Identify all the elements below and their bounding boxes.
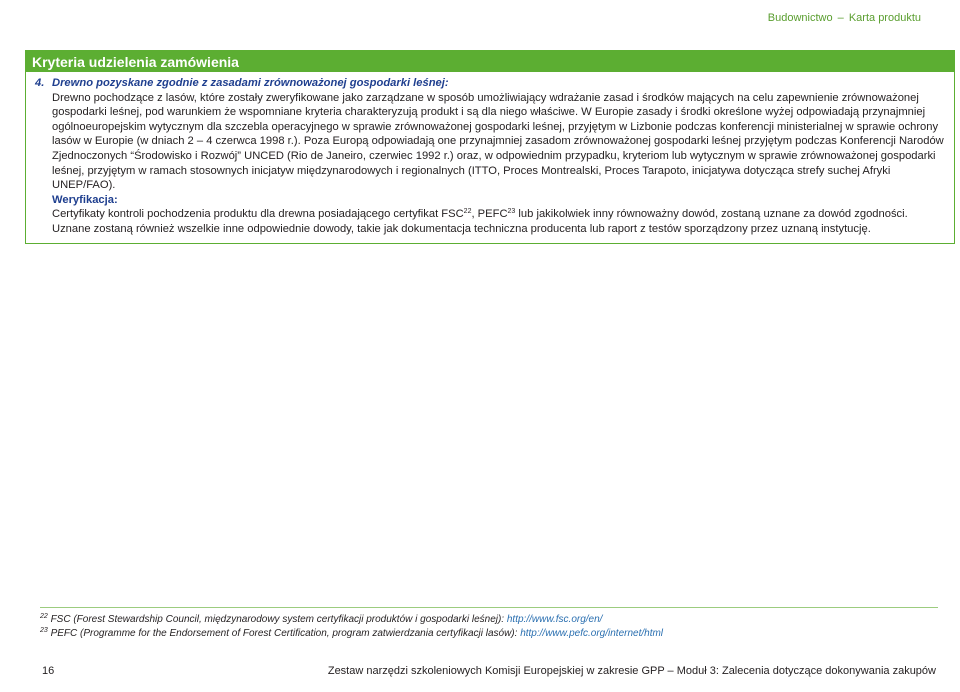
header-section: Budownictwo xyxy=(767,12,833,24)
running-header xyxy=(768,12,921,24)
footnote-link-pefc[interactable]: http://www.pefc.org/internet/html xyxy=(520,628,664,639)
header-separator: – xyxy=(837,12,844,24)
footnotes xyxy=(40,613,940,641)
item-heading: Drewno pozyskane zgodnie z zasadami zrównoważonej gospodarki leśnej: xyxy=(52,77,449,89)
footnote-link-fsc[interactable]: http://www.fsc.org/en/ xyxy=(506,614,603,625)
page-number: 16 xyxy=(42,665,55,677)
criteria-box xyxy=(25,50,955,244)
footnote-divider xyxy=(40,607,938,608)
footnote-ref-23[interactable]: 23 xyxy=(507,208,516,216)
footnote-number: 22 xyxy=(40,613,48,620)
criteria-title: Kryteria udzielenia zamówienia xyxy=(26,50,954,72)
header-subsection: Karta produktu xyxy=(848,12,921,24)
verification-text-3: lub jakikolwiek inny równoważny dowód, zostaną uznane za dowód zgodności. Uznane zostaną również wszelkie inne odpowiednie dowody, takie jak dokumentacja techniczna producenta lub raport z testów sporządzony przez uznaną instytucję. xyxy=(52,208,908,235)
verification-label: Weryfikacja: xyxy=(52,193,118,206)
verification-text-1: Certyfikaty kontroli pochodzenia produktu dla drewna posiadającego certyfikat FSC xyxy=(52,208,464,221)
footnote-text: FSC (Forest Stewardship Council, międzynarodowy system certyfikacji produktów i gospodarki leśnej): xyxy=(47,614,507,625)
footnote-ref-22[interactable]: 22 xyxy=(463,208,472,216)
item-number: 4. xyxy=(35,77,45,89)
item-paragraph: Drewno pochodzące z lasów, które zostały zweryfikowane jako zarządzane w sposób umożliwiający wdrażanie zasad i środków mających na celu zapewnienie zrównoważonej gospodarki leśnej, pod warunkiem że wspomniane kryteria charakteryzują produkt i są dla niego właściwe. W Europie zasady i środki określone wyżej odpowiadają przynajmniej ogólnoeuropejskim wytycznym dla szczebla operacyjnego w sprawie zrównoważonej gospodarki leśnej, przyjętym w Lizbonie podczas konferencji ministerialnej w sprawie ochrony lasów w Europie (w dniach 2 – 4 czerwca 1998 r.). Poza Europą odpowiadają one przynajmniej zasadom zrównoważonej gospodarki leśnej przyjętym podczas Konferencji Narodów Zjednoczonych “Środowisko i Rozwój” UNCED (Rio de Janeiro, czerwiec 1992 r.) oraz, w odpowiednim przypadku, kryteriom lub wytycznym w sprawie zrównoważonej gospodarki leśnej, przyjętym w ramach stosownych inicjatyw międzynarodowych i regionalnych (ITTO, Proces Montrealski, Proces Tarapoto, inicjatywa dotycząca strefy suchej Afryki UNEP/FAO). xyxy=(52,91,944,192)
footnote-text: PEFC (Programme for the Endorsement of Forest Certification, program zatwierdzania certyfikacji lasów): xyxy=(47,628,521,639)
verification-text-2: , PEFC xyxy=(471,208,508,221)
verification-paragraph xyxy=(52,207,948,236)
footnote-item xyxy=(40,613,940,627)
footnote-item xyxy=(40,627,940,641)
footnote-number: 23 xyxy=(40,627,48,634)
criteria-body xyxy=(26,72,954,243)
footer-text: Zestaw narzędzi szkoleniowych Komisji Europejskiej w zakresie GPP – Moduł 3: Zalecenia dotyczące dokonywania zakupów xyxy=(327,665,936,677)
